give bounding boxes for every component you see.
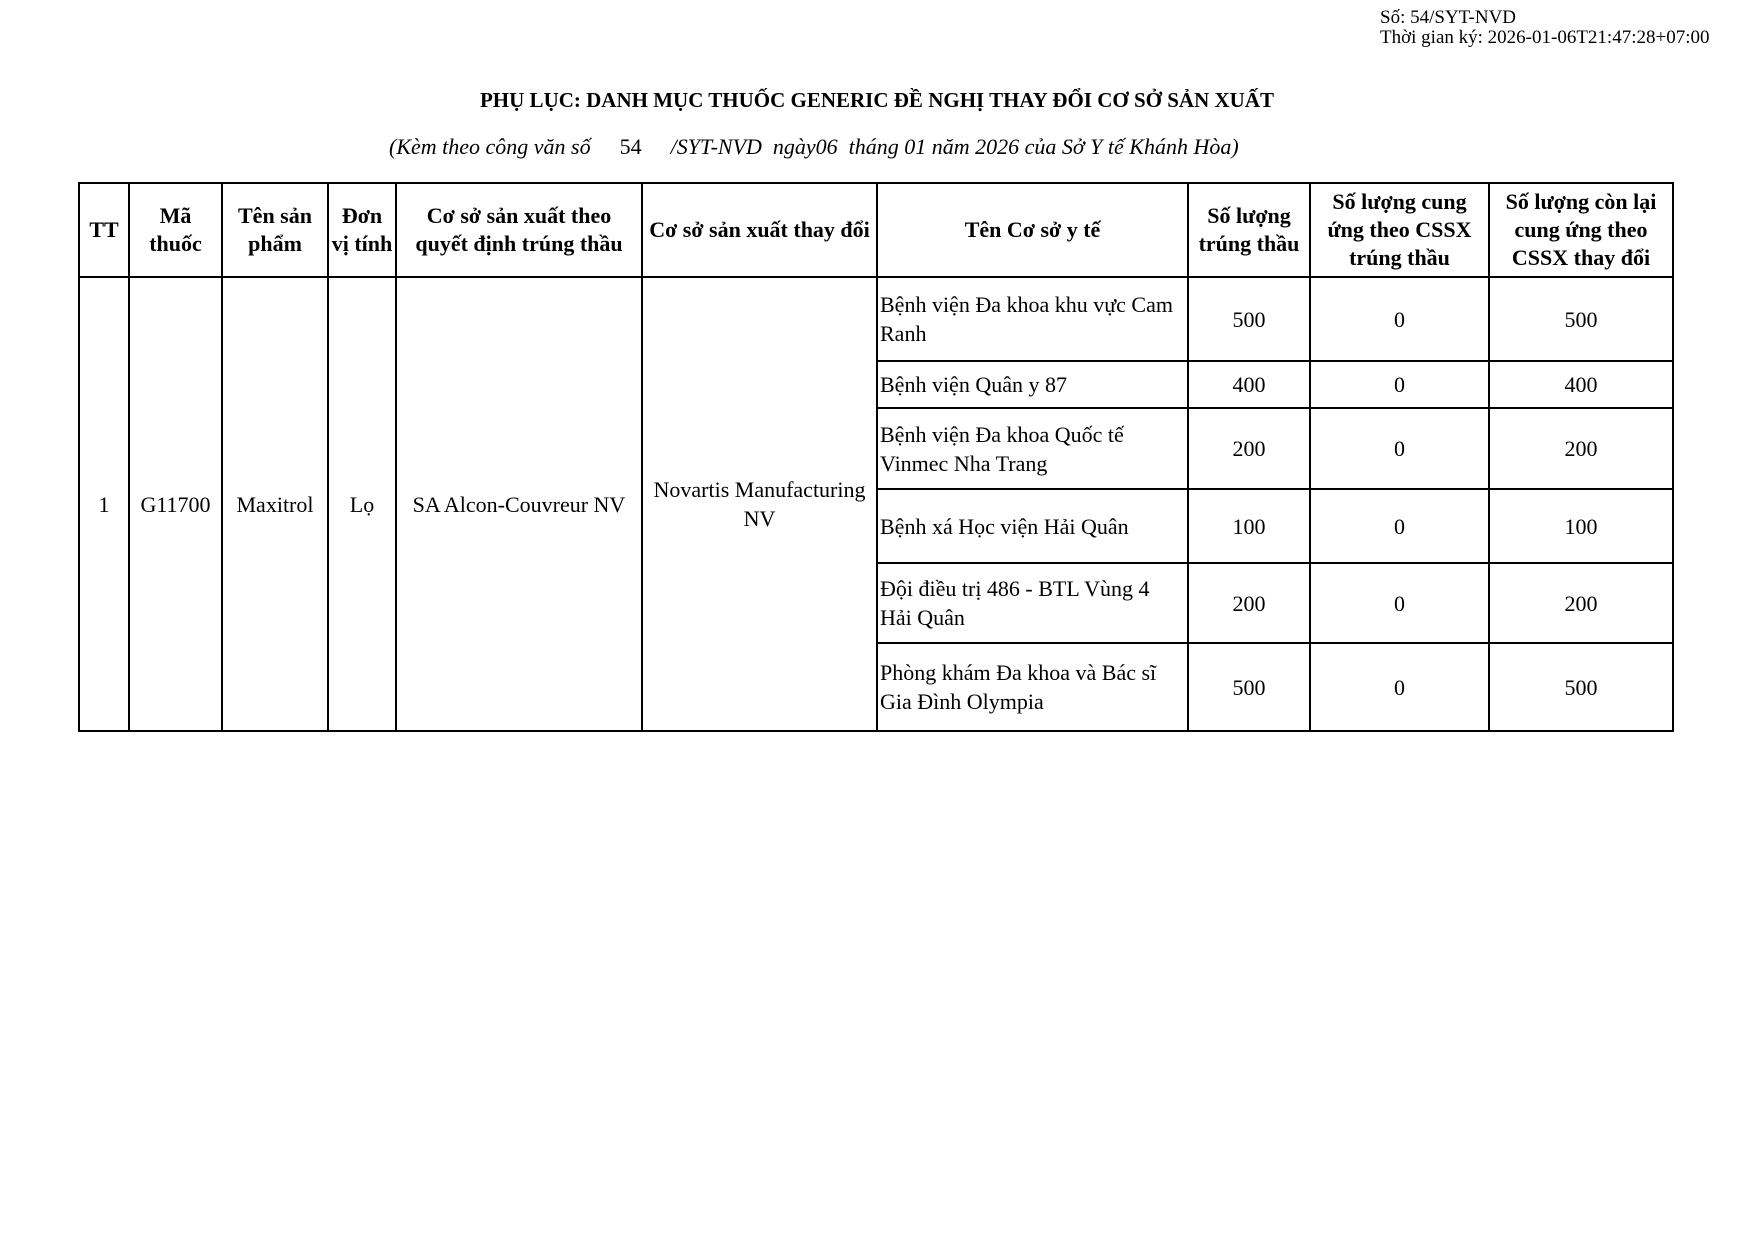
- cell-awarded-qty: 100: [1188, 489, 1310, 563]
- subtitle-prefix: (Kèm theo công văn số: [389, 134, 591, 159]
- cell-facility: Bệnh viện Quân y 87: [877, 361, 1188, 408]
- cell-facility: Bệnh xá Học viện Hải Quân: [877, 489, 1188, 563]
- signature-stamp: [1380, 8, 1710, 48]
- cell-remaining-qty: 200: [1489, 408, 1673, 489]
- cell-supplied-qty: 0: [1310, 361, 1489, 408]
- header-original-manufacturer: Cơ sở sản xuất theo quyết định trúng thầu: [396, 183, 642, 277]
- document-number: Số: 54/SYT-NVD: [1380, 7, 1517, 28]
- cell-facility: Bệnh viện Đa khoa Quốc tế Vinmec Nha Trang: [877, 408, 1188, 489]
- cell-facility: Đội điều trị 486 - BTL Vùng 4 Hải Quân: [877, 563, 1188, 643]
- cell-facility: Phòng khám Đa khoa và Bác sĩ Gia Đình Olympia: [877, 643, 1188, 731]
- table-row: [79, 277, 1673, 361]
- subtitle-suffix: tháng 01 năm 2026 của Sở Y tế Khánh Hòa): [837, 134, 1239, 159]
- cell-supplied-qty: 0: [1310, 563, 1489, 643]
- cell-remaining-qty: 400: [1489, 361, 1673, 408]
- cell-supplied-qty: 0: [1310, 489, 1489, 563]
- cell-remaining-qty: 100: [1489, 489, 1673, 563]
- dispatch-number: 54: [619, 134, 642, 159]
- header-product-name: Tên sản phẩm: [222, 183, 328, 277]
- table-header-row: [79, 183, 1673, 277]
- cell-remaining-qty: 500: [1489, 277, 1673, 361]
- header-supplied-qty: Số lượng cung ứng theo CSSX trúng thầu: [1310, 183, 1489, 277]
- header-remaining-qty: Số lượng còn lại cung ứng theo CSSX thay đổi: [1489, 183, 1673, 277]
- cell-tt: 1: [79, 277, 129, 731]
- header-new-manufacturer: Cơ sở sản xuất thay đổi: [642, 183, 877, 277]
- cell-new-manufacturer: Novartis Manufacturing NV: [642, 277, 877, 731]
- cell-awarded-qty: 200: [1188, 563, 1310, 643]
- cell-unit: Lọ: [328, 277, 396, 731]
- cell-awarded-qty: 400: [1188, 361, 1310, 408]
- cell-supplied-qty: 0: [1310, 643, 1489, 731]
- header-tt: TT: [79, 183, 129, 277]
- drug-table: [78, 182, 1674, 732]
- cell-drug-code: G11700: [129, 277, 222, 731]
- cell-awarded-qty: 500: [1188, 643, 1310, 731]
- cell-awarded-qty: 500: [1188, 277, 1310, 361]
- header-facility: Tên Cơ sở y tế: [877, 183, 1188, 277]
- cell-remaining-qty: 500: [1489, 643, 1673, 731]
- subtitle-middle: /SYT-NVD ngày: [670, 134, 816, 159]
- header-unit: Đơn vị tính: [328, 183, 396, 277]
- header-drug-code: Mã thuốc: [129, 183, 222, 277]
- header-awarded-qty: Số lượng trúng thầu: [1188, 183, 1310, 277]
- dispatch-day: 06: [815, 134, 838, 159]
- cell-supplied-qty: 0: [1310, 277, 1489, 361]
- signed-time: Thời gian ký: 2026-01-06T21:47:28+07:00: [1380, 27, 1710, 48]
- cell-remaining-qty: 200: [1489, 563, 1673, 643]
- cell-awarded-qty: 200: [1188, 408, 1310, 489]
- cell-supplied-qty: 0: [1310, 408, 1489, 489]
- cell-original-manufacturer: SA Alcon-Couvreur NV: [396, 277, 642, 731]
- cell-product-name: Maxitrol: [222, 277, 328, 731]
- page-title: PHỤ LỤC: DANH MỤC THUỐC GENERIC ĐỀ NGHỊ THAY ĐỔI CƠ SỞ SẢN XUẤT: [479, 88, 1274, 112]
- page-subtitle: [389, 134, 1239, 160]
- cell-facility: Bệnh viện Đa khoa khu vực Cam Ranh: [877, 277, 1188, 361]
